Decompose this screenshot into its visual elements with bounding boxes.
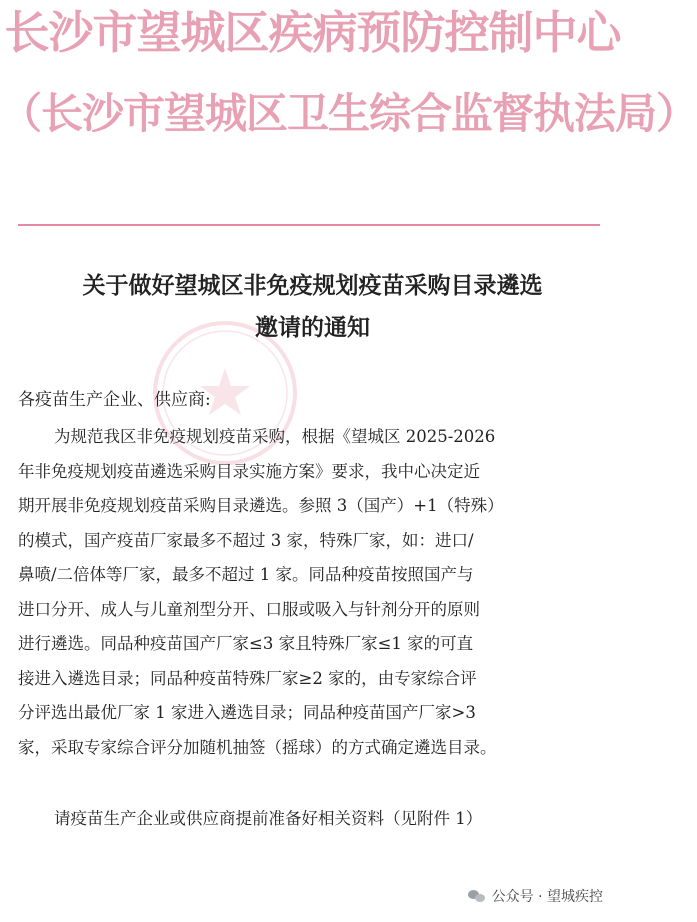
body-paragraph-1 — [18, 420, 608, 765]
paragraph-line: 年非免疫规划疫苗遴选采购目录实施方案》要求，我中心决定近 — [18, 461, 480, 481]
notice-title-line2: 邀请的通知 — [255, 314, 370, 341]
paragraph-line: 鼻喷/二倍体等厂家，最多不超过 1 家。同品种疫苗按照国产与 — [18, 565, 474, 584]
watermark-text: 公众号 · 望城疾控 — [491, 889, 603, 905]
notice-title: 关于做好望城区非免疫规划疫苗采购目录遴选 — [82, 272, 543, 299]
paragraph-line: 为规范我区非免疫规划疫苗采购，根据《望城区 2025-2026 — [54, 427, 496, 446]
account-watermark — [464, 884, 607, 908]
paragraph-line: 进口分开、成人与儿童剂型分开、口服或吸入与针剂分开的原则 — [18, 599, 480, 619]
org-name-secondary: （长沙市望城区卫生综合监督执法局） — [0, 89, 697, 138]
paragraph-line: 请疫苗生产企业或供应商提前准备好相关资料（见附件 1） — [54, 809, 483, 828]
salutation: 各疫苗生产企业、供应商: — [18, 390, 211, 410]
paragraph-line: 进行遴选。同品种疫苗国产厂家≤3 家且特殊厂家≤1 家的可直 — [18, 634, 474, 653]
paragraph-line: 家，采取专家综合评分加随机抽签（摇球）的方式确定遴选目录。 — [18, 737, 497, 757]
paragraph-line: 的模式，国产疫苗厂家最多不超过 3 家，特殊厂家，如：进口/ — [18, 530, 474, 550]
paragraph-line: 期开展非免疫规划疫苗采购目录遴选。参照 3（国产）+1（特殊） — [18, 496, 504, 515]
paragraph-line: 接进入遴选目录；同品种疫苗特殊厂家≥2 家的，由专家综合评 — [18, 668, 477, 688]
org-name: 长沙市望城区疾病预防控制中心 — [4, 6, 621, 59]
header-divider — [18, 224, 600, 226]
wechat-icon — [468, 889, 486, 903]
paragraph-line: 分评选出最优厂家 1 家进入遴选目录；同品种疫苗国产厂家>3 — [18, 703, 476, 722]
body-paragraph-2 — [18, 802, 608, 837]
